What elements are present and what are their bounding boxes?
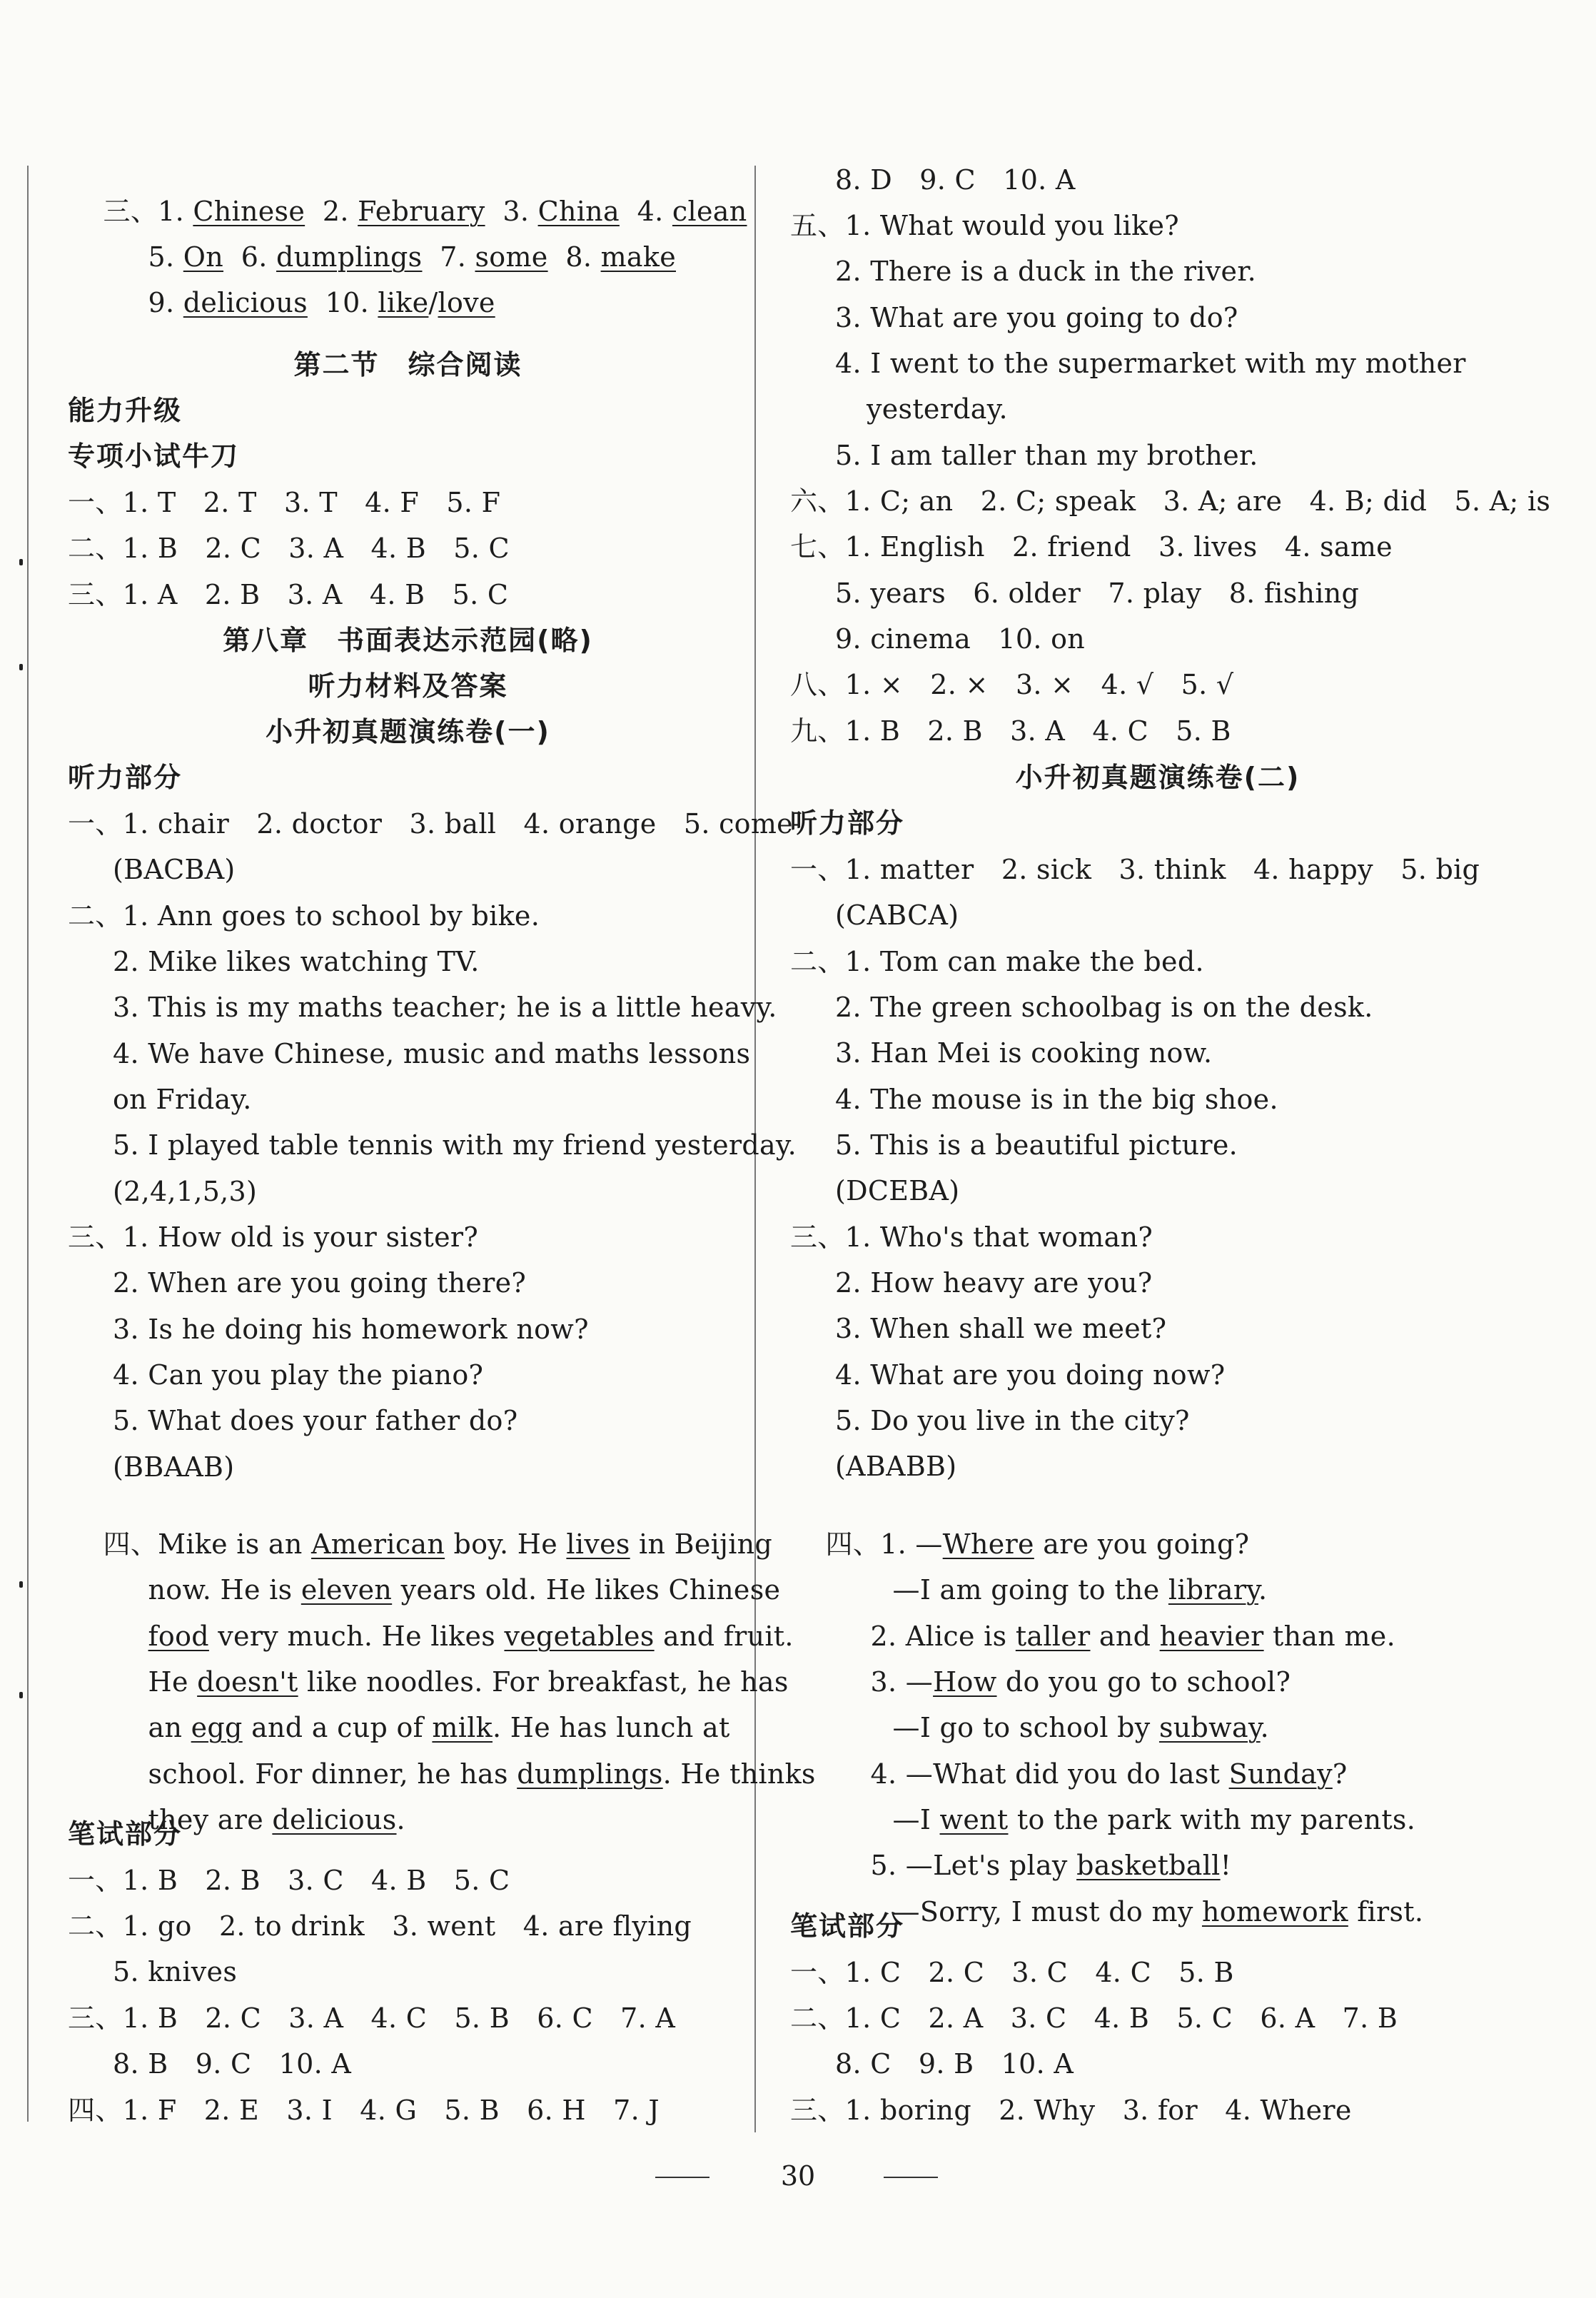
answer-line: 3. Is he doing his homework now? <box>113 1314 589 1345</box>
answer-line: 4. What are you doing now? <box>835 1359 1226 1391</box>
dialogue-line: —I went to the park with my parents. <box>892 1804 1416 1835</box>
dialogue-line: 4. —What did you do last Sunday? <box>870 1758 1348 1790</box>
left-margin-rule <box>27 166 29 2122</box>
answer-line: 3. This is my maths teacher; he is a little heavy. <box>113 992 777 1023</box>
answer-line: yesterday. <box>867 393 1008 425</box>
margin-mark <box>19 664 23 670</box>
dialogue-line: —I go to school by subway. <box>892 1712 1270 1743</box>
answer-line: 三、1. B 2. C 3. A 4. C 5. B 6. C 7. A <box>68 2002 676 2034</box>
footer-dash-right <box>884 2177 938 2178</box>
passage-line: school. For dinner, he has dumplings. He thinks <box>148 1758 816 1790</box>
answer-line: 三、1. boring 2. Why 3. for 4. Where <box>790 2095 1352 2126</box>
subsection-heading: 能力升级 <box>68 395 183 426</box>
dialogue-line: —Sorry, I must do my homework first. <box>892 1896 1424 1927</box>
part-heading: 笔试部分 <box>790 1910 905 1942</box>
part-heading: 笔试部分 <box>68 1818 183 1850</box>
answer-line: 9. delicious 10. like/love <box>148 287 495 318</box>
answer-line: 5. What does your father do? <box>113 1405 518 1436</box>
answer-line: 2. Mike likes watching TV. <box>113 946 480 977</box>
answer-line: (CABCA) <box>835 899 959 931</box>
part-heading: 听力部分 <box>68 762 183 793</box>
dialogue-line: —I am going to the library. <box>892 1574 1268 1606</box>
answer-line: 三、1. How old is your sister? <box>68 1221 479 1253</box>
margin-mark <box>19 1692 23 1698</box>
part-heading: 听力部分 <box>790 807 905 839</box>
exam-heading: 小升初真题演练卷(二) <box>1015 762 1300 793</box>
margin-mark <box>19 1581 23 1588</box>
answer-line: 二、1. B 2. C 3. A 4. B 5. C <box>68 533 510 564</box>
subsection-heading: 专项小试牛刀 <box>68 440 240 472</box>
answer-line: 5. Do you live in the city? <box>835 1405 1190 1436</box>
answer-line: 四、1. F 2. E 3. I 4. G 5. B 6. H 7. J <box>68 2095 660 2126</box>
answer-line: 一、1. C 2. C 3. C 4. C 5. B <box>790 1957 1234 1988</box>
answer-line: 4. The mouse is in the big shoe. <box>835 1084 1278 1115</box>
chapter-heading: 第八章 书面表达示范园(略) <box>223 625 593 656</box>
answer-line: (DCEBA) <box>835 1175 960 1206</box>
answer-line: 5. I am taller than my brother. <box>835 440 1258 471</box>
answer-line: 一、1. T 2. T 3. T 4. F 5. F <box>68 487 501 518</box>
answer-line: (ABABB) <box>835 1451 957 1482</box>
passage-line: 四、Mike is an American boy. He lives in Beijing <box>103 1528 773 1560</box>
section-heading: 听力材料及答案 <box>308 670 508 702</box>
answer-line: 4. I went to the supermarket with my mother <box>835 348 1466 379</box>
answer-line: 3. Han Mei is cooking now. <box>835 1037 1213 1069</box>
answer-line: 一、1. matter 2. sick 3. think 4. happy 5. big <box>790 854 1480 885</box>
answer-line: (BACBA) <box>113 854 236 885</box>
answer-line: 七、1. English 2. friend 3. lives 4. same <box>790 531 1393 563</box>
dialogue-line: 3. —How do you go to school? <box>870 1666 1291 1698</box>
dialogue-line: 2. Alice is taller and heavier than me. <box>870 1621 1395 1652</box>
answer-line: 三、1. A 2. B 3. A 4. B 5. C <box>68 579 509 610</box>
answer-line: on Friday. <box>113 1084 252 1115</box>
answer-line: 三、1. Chinese 2. February 3. China 4. clean <box>103 196 747 227</box>
answer-line: 九、1. B 2. B 3. A 4. C 5. B <box>790 715 1231 747</box>
answer-line: 5. years 6. older 7. play 8. fishing <box>835 578 1360 609</box>
answer-line: 5. I played table tennis with my friend yesterday. <box>113 1129 797 1161</box>
footer-dash-left <box>655 2177 709 2178</box>
answer-line: 8. B 9. C 10. A <box>113 2048 352 2080</box>
answer-line: 3. What are you going to do? <box>835 302 1238 333</box>
page-number: 30 <box>780 2160 816 2192</box>
answer-line: 五、1. What would you like? <box>790 210 1179 241</box>
section-heading: 第二节 综合阅读 <box>293 349 522 381</box>
exam-heading: 小升初真题演练卷(一) <box>266 716 550 747</box>
answer-line: 六、1. C; an 2. C; speak 3. A; are 4. B; did 5. A; is <box>790 485 1551 517</box>
dialogue-line: 四、1. —Where are you going? <box>825 1528 1250 1560</box>
answer-line: 一、1. B 2. B 3. C 4. B 5. C <box>68 1865 510 1896</box>
dialogue-line: 5. —Let's play basketball! <box>870 1850 1232 1881</box>
answer-line: 5. On 6. dumplings 7. some 8. make <box>148 241 676 273</box>
answer-line: 二、1. go 2. to drink 3. went 4. are flying <box>68 1910 692 1942</box>
passage-line: now. He is eleven years old. He likes Chinese <box>148 1574 781 1606</box>
answer-line: 5. knives <box>113 1956 238 1987</box>
answer-line: 2. When are you going there? <box>113 1267 527 1299</box>
passage-line: an egg and a cup of milk. He has lunch at <box>148 1712 730 1743</box>
answer-line: 二、1. Ann goes to school by bike. <box>68 900 540 932</box>
answer-line: 4. Can you play the piano? <box>113 1359 484 1391</box>
answer-line: 5. This is a beautiful picture. <box>835 1129 1238 1161</box>
answer-line: 3. When shall we meet? <box>835 1313 1167 1344</box>
answer-line: (BBAAB) <box>113 1451 235 1483</box>
answer-line: 2. The green schoolbag is on the desk. <box>835 992 1373 1023</box>
passage-line: He doesn't like noodles. For breakfast, he has <box>148 1666 789 1698</box>
answer-line: 三、1. Who's that woman? <box>790 1221 1153 1253</box>
passage-line: they are delicious. <box>148 1804 405 1835</box>
answer-line: 八、1. × 2. × 3. × 4. √ 5. √ <box>790 669 1234 700</box>
answer-line: (2,4,1,5,3) <box>113 1176 258 1207</box>
answer-line: 8. D 9. C 10. A <box>835 164 1076 196</box>
margin-mark <box>19 559 23 565</box>
answer-line: 二、1. C 2. A 3. C 4. B 5. C 6. A 7. B <box>790 2002 1398 2034</box>
answer-line: 8. C 9. B 10. A <box>835 2048 1074 2080</box>
answer-line: 4. We have Chinese, music and maths lessons <box>113 1038 751 1069</box>
answer-line: 二、1. Tom can make the bed. <box>790 946 1204 977</box>
answer-line: 一、1. chair 2. doctor 3. ball 4. orange 5. come <box>68 808 793 840</box>
answer-line: 2. How heavy are you? <box>835 1267 1153 1299</box>
answer-line: 9. cinema 10. on <box>835 623 1086 655</box>
answer-line: 2. There is a duck in the river. <box>835 256 1256 287</box>
passage-line: food very much. He likes vegetables and fruit. <box>148 1621 794 1652</box>
